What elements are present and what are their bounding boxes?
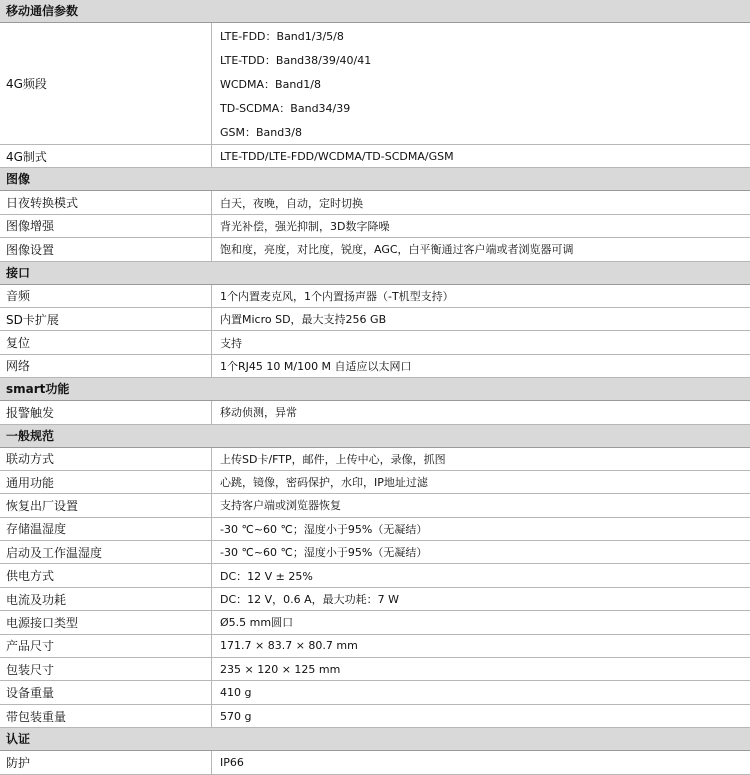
- spec-label: 音频: [0, 285, 212, 307]
- spec-value: IP66: [220, 755, 244, 769]
- spec-value: -30 ℃~60 ℃；湿度小于95%（无凝结）: [220, 546, 428, 560]
- spec-label: 存储温湿度: [0, 518, 212, 540]
- spec-label: SD卡扩展: [0, 308, 212, 330]
- spec-label: 日夜转换模式: [0, 191, 212, 213]
- spec-value: 235 × 120 × 125 mm: [220, 662, 341, 676]
- spec-value: 1个内置麦克风，1个内置扬声器（-T机型支持）: [220, 289, 454, 303]
- section-header: smart功能: [0, 378, 750, 401]
- spec-label: 通用功能: [0, 471, 212, 493]
- spec-label: 带包装重量: [0, 705, 212, 727]
- spec-value: 支持: [220, 336, 242, 350]
- spec-value: 背光补偿，强光抑制，3D数字降噪: [220, 219, 390, 233]
- spec-row: [0, 23, 750, 145]
- spec-value: 移动侦测，异常: [220, 406, 297, 420]
- spec-label: 供电方式: [0, 564, 212, 586]
- spec-label: 报警触发: [0, 401, 212, 423]
- spec-value-line: WCDMA：Band1/8: [220, 78, 321, 91]
- spec-row: [0, 588, 750, 611]
- spec-label: 启动及工作温湿度: [0, 541, 212, 563]
- spec-label: 联动方式: [0, 448, 212, 470]
- spec-label: 防护: [0, 751, 212, 773]
- spec-row: [0, 494, 750, 517]
- spec-row: [0, 191, 750, 214]
- spec-value: -30 ℃~60 ℃；湿度小于95%（无凝结）: [220, 522, 428, 536]
- spec-value: LTE-TDD/LTE-FDD/WCDMA/TD-SCDMA/GSM: [220, 149, 454, 163]
- spec-label: 4G制式: [0, 145, 212, 167]
- section-header: 认证: [0, 728, 750, 751]
- spec-row: [0, 238, 750, 261]
- spec-row: [0, 331, 750, 354]
- spec-label: 恢复出厂设置: [0, 494, 212, 516]
- spec-row: [0, 611, 750, 634]
- spec-value: Ø5.5 mm圆口: [220, 616, 294, 630]
- spec-label: 4G频段: [0, 23, 212, 144]
- spec-value: 171.7 × 83.7 × 80.7 mm: [220, 639, 358, 653]
- spec-row: [0, 215, 750, 238]
- spec-value-line: LTE-FDD：Band1/3/5/8: [220, 30, 344, 43]
- spec-label: 设备重量: [0, 681, 212, 703]
- spec-row: [0, 471, 750, 494]
- spec-row: [0, 285, 750, 308]
- spec-value-line: TD-SCDMA：Band34/39: [220, 102, 351, 115]
- section-header: 图像: [0, 168, 750, 191]
- spec-label: 复位: [0, 331, 212, 353]
- spec-row: [0, 308, 750, 331]
- spec-row: [0, 658, 750, 681]
- spec-row: [0, 705, 750, 728]
- section-header: 一般规范: [0, 425, 750, 448]
- spec-value: DC：12 V ± 25%: [220, 569, 313, 583]
- spec-value: 心跳，镜像，密码保护，水印，IP地址过滤: [220, 476, 428, 490]
- spec-label: 电流及功耗: [0, 588, 212, 610]
- spec-value: DC：12 V，0.6 A，最大功耗：7 W: [220, 593, 400, 607]
- spec-label: 产品尺寸: [0, 635, 212, 657]
- spec-value: 饱和度，亮度，对比度，锐度，AGC，白平衡通过客户端或者浏览器可调: [220, 243, 574, 257]
- spec-value: 支持客户端或浏览器恢复: [220, 499, 341, 513]
- spec-value: 410 g: [220, 686, 252, 700]
- spec-value: 570 g: [220, 709, 252, 723]
- spec-row: [0, 518, 750, 541]
- spec-label: 包装尺寸: [0, 658, 212, 680]
- spec-row: [0, 681, 750, 704]
- spec-label: 电源接口类型: [0, 611, 212, 633]
- section-header: 接口: [0, 262, 750, 285]
- spec-value-line: GSM：Band3/8: [220, 126, 302, 139]
- spec-row: [0, 635, 750, 658]
- spec-row: [0, 448, 750, 471]
- spec-row: [0, 564, 750, 587]
- spec-label: 图像增强: [0, 215, 212, 237]
- spec-row: [0, 401, 750, 424]
- spec-value: 1个RJ45 10 M/100 M 自适应以太网口: [220, 359, 412, 373]
- spec-value: 内置Micro SD，最大支持256 GB: [220, 313, 387, 327]
- spec-value-list: [212, 23, 750, 144]
- spec-label: 网络: [0, 355, 212, 377]
- spec-row: [0, 541, 750, 564]
- spec-value-line: LTE-TDD：Band38/39/40/41: [220, 54, 372, 67]
- spec-row: [0, 145, 750, 168]
- spec-label: 图像设置: [0, 238, 212, 260]
- spec-row: [0, 355, 750, 378]
- spec-value: 白天，夜晚，自动，定时切换: [220, 196, 363, 210]
- spec-row: [0, 751, 750, 774]
- spec-value: 上传SD卡/FTP，邮件，上传中心，录像，抓图: [220, 452, 446, 466]
- section-header: 移动通信参数: [0, 0, 750, 23]
